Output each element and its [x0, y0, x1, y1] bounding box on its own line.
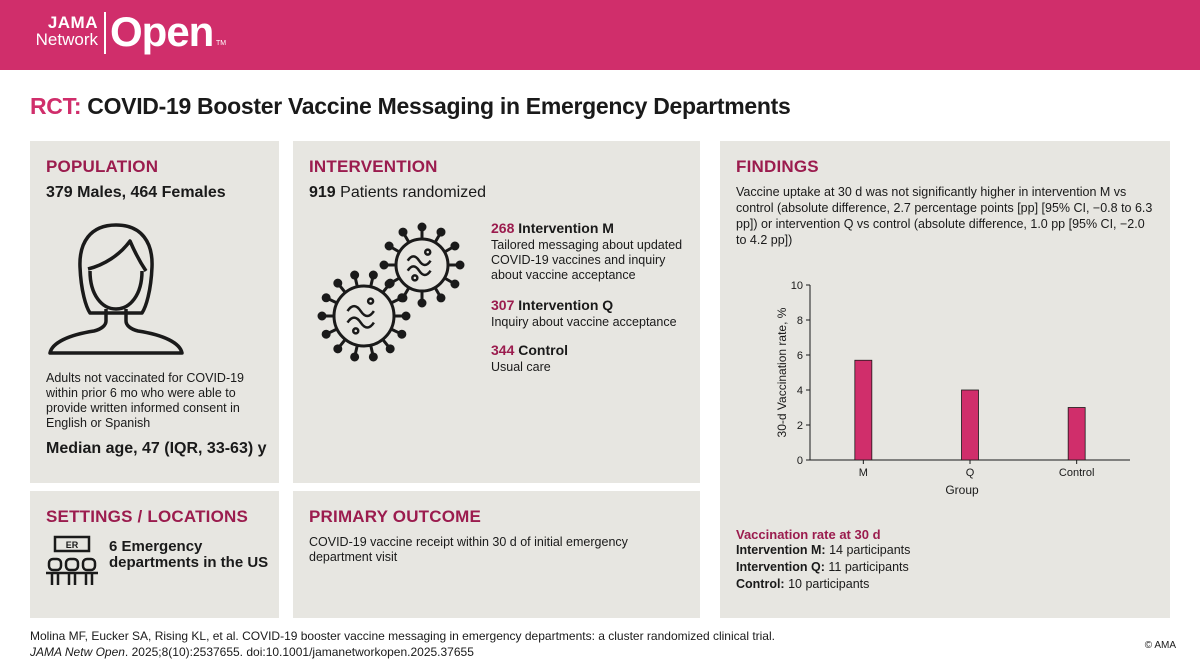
primary-outcome-description: COVID-19 vaccine receipt within 30 d of initial emergency department visit	[309, 535, 628, 564]
citation-journal: JAMA Netw Open	[30, 645, 125, 659]
primary-outcome-panel	[293, 491, 700, 618]
bar-control	[1068, 408, 1085, 461]
y-tick-label: 4	[796, 385, 803, 397]
arm-q-count: 307	[491, 297, 515, 313]
findings-description: Vaccine uptake at 30 d was not significantly higher in intervention M vs control (absolute difference, 2.7 percentage points [pp] [95% CI, −0.8 to 6.3 pp]) or intervention Q vs control (absolute difference, 1.0 pp [95% CI, −2.0 to 4.2 pp])	[736, 185, 1153, 247]
settings-description: 6 Emergency departments in the US	[109, 538, 269, 571]
randomized-label: Patients randomized	[335, 184, 487, 201]
arm-control	[491, 342, 696, 375]
intervention-panel	[293, 141, 700, 483]
x-tick-label: Control	[1058, 467, 1095, 479]
citation-line-2	[30, 644, 775, 660]
er-sign-label: ER	[65, 540, 79, 550]
y-tick-label: 6	[796, 350, 803, 362]
citation	[30, 628, 775, 660]
randomized-count	[309, 184, 486, 202]
population-median-age: Median age, 47 (IQR, 33-63) y	[46, 440, 267, 457]
findings-panel	[720, 141, 1170, 618]
logo-trademark: TM	[216, 40, 227, 47]
findings-heading: FINDINGS	[736, 157, 819, 176]
title-prefix: RCT:	[30, 93, 82, 119]
primary-outcome-heading: PRIMARY OUTCOME	[309, 507, 482, 526]
rate-q-label: Intervention Q:	[736, 560, 825, 574]
rate-q-value: 11 participants	[824, 560, 909, 574]
person-icon	[46, 217, 186, 355]
arm-intervention-m	[491, 220, 696, 283]
population-description: Adults not vaccinated for COVID-19 within prior 6 mo who were able to provide written informed consent in English or Spanish	[46, 371, 245, 430]
rate-control	[736, 577, 869, 591]
x-axis-label: Group	[945, 483, 979, 497]
logo-open-text: Open	[110, 8, 214, 55]
settings-heading: SETTINGS / LOCATIONS	[46, 507, 249, 526]
bar-m	[855, 360, 872, 460]
copyright: © AMA	[1144, 640, 1176, 651]
arm-control-description: Usual care	[491, 360, 551, 374]
population-counts: 379 Males, 464 Females	[46, 184, 226, 201]
bar-q	[962, 390, 979, 460]
rate-control-value: 10 participants	[784, 577, 870, 591]
population-panel	[30, 141, 279, 483]
arm-intervention-q	[491, 297, 696, 330]
rate-control-label: Control:	[736, 577, 785, 591]
y-tick-label: 2	[796, 420, 803, 432]
y-axis-label: 30-d Vaccination rate, %	[775, 307, 789, 438]
jama-network-logo: JAMA Network	[35, 13, 98, 49]
citation-details: . 2025;8(10):2537655. doi:10.1001/jamanetworkopen.2025.37655	[124, 645, 474, 659]
emergency-waiting-room-icon	[44, 535, 100, 589]
arm-control-count: 344	[491, 342, 515, 358]
arm-control-name: Control	[514, 342, 569, 358]
intervention-heading: INTERVENTION	[309, 157, 438, 176]
virus-icon	[309, 215, 469, 365]
rate-intervention-m	[736, 543, 910, 557]
vaccination-rate-chart	[720, 141, 1170, 511]
header-banner	[0, 0, 1200, 70]
randomized-number: 919	[309, 184, 336, 201]
rate-m-value: 14 participants	[825, 543, 911, 557]
page-title	[30, 93, 791, 120]
x-tick-label: Q	[965, 467, 975, 479]
y-tick-label: 8	[796, 315, 803, 327]
arm-q-name: Intervention Q	[514, 297, 614, 313]
arm-m-description: Tailored messaging about updated COVID-19 vaccines and inquiry about vaccine acceptance	[491, 238, 683, 282]
vaccination-rate-title: Vaccination rate at 30 d	[736, 527, 881, 542]
arm-q-description: Inquiry about vaccine acceptance	[491, 315, 677, 329]
rate-intervention-q	[736, 560, 909, 574]
arm-m-name: Intervention M	[514, 220, 614, 236]
y-tick-label: 10	[790, 280, 803, 292]
x-tick-label: M	[858, 467, 868, 479]
logo-divider	[104, 12, 106, 54]
title-text: COVID-19 Booster Vaccine Messaging in Emergency Departments	[87, 93, 791, 119]
citation-line-1: Molina MF, Eucker SA, Rising KL, et al. COVID-19 booster vaccine messaging in emergency departments: a cluster randomized clinical trial.	[30, 629, 775, 643]
population-heading: POPULATION	[46, 157, 159, 176]
rate-m-label: Intervention M:	[736, 543, 826, 557]
settings-panel	[30, 491, 279, 618]
arm-m-count: 268	[491, 220, 515, 236]
y-tick-label: 0	[796, 455, 803, 467]
